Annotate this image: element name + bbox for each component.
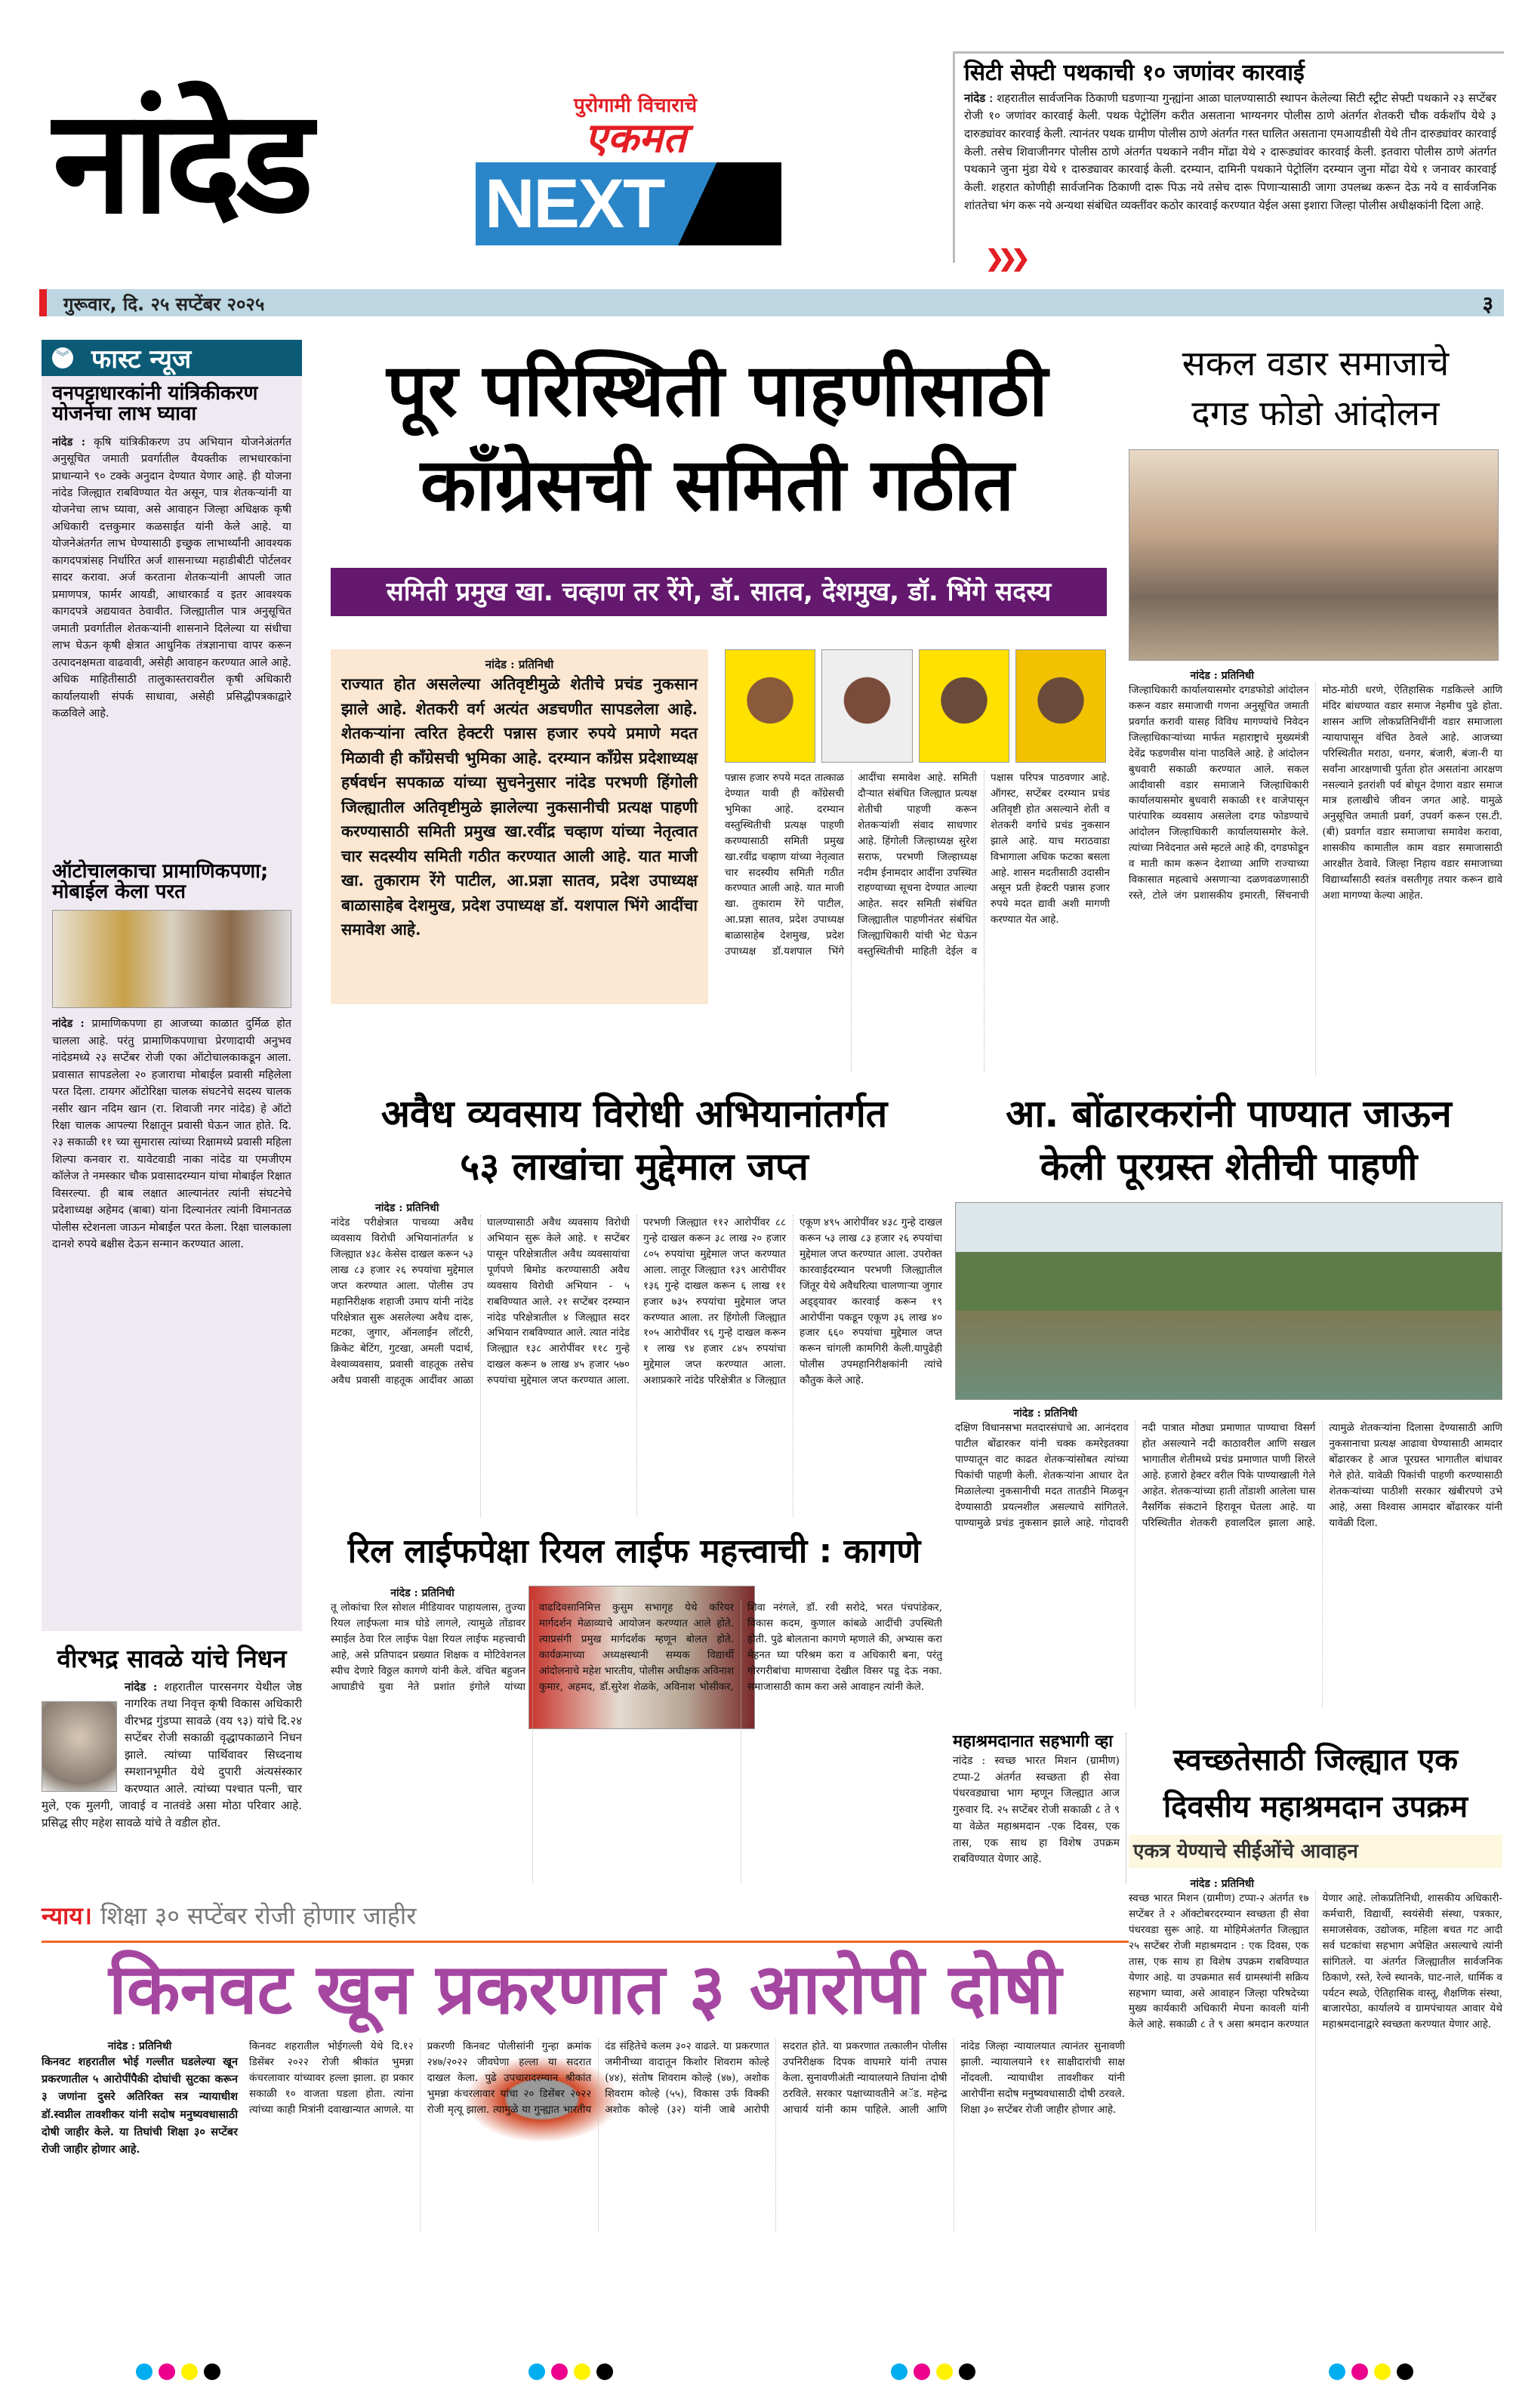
headline-line: केली पूरग्रस्त शेतीची पाहणी xyxy=(1040,1145,1418,1189)
city-safety-article xyxy=(953,51,1504,272)
lead-intro: किनवट शहरातील भोई गल्लीत घडलेल्या खून प्रकरणातील ५ आरोपींपैकी दोघांची सुटका करून ३ जणांना दुसरे अतिरिक्त सत्र न्यायाधीश डॉ.स्वप्नील तावशीकर यांनी सदोष मनुष्यवधासाठी दोषी जाहीर केले. या तिघांची शिक्षा ३० सप्टेंबर रोजी जाहीर होणार आहे. xyxy=(42,2055,238,2156)
byline: नांदेड : प्रतिनिधी xyxy=(1190,1878,1254,1890)
article-body: शहरातील सार्वजनिक ठिकाणी घडणाऱ्या गुन्ह्यांना आळा घालण्यासाठी स्थापन केलेल्या सिटी स्ट्रीट सेफ्टी पथकाने २३ सप्टेंबर रोजी १० जणांवर कारवाई केली. पथक पेट्रोलिंग करीत असताना भाग्यनगर पोलीस ठाणे अंतर्गत शेतकरी चौक वर्कशॉप येथे ३ दारुड्यांवर कारवाई केली. त्यानंतर पथक ग्रामीण पोलीस ठाणे अंतर्गत गस्त घालित असताना एमआयडीसी येथे तीन दारुड्यांवर कारवाई केली. तसेच शिवाजीनगर पोलीस ठाणे अंतर्गत पथकाने नवीन मोंढा येथे २ दारूड्यांवर कारवाई केली. इतवारा पोलीस ठाणे अंतर्गत पथकाने जुना मुंडा येथे १ दारुड्यावर कारवाई केली. दरम्यान, दामिनी पथकाने पेट्रोलिंग दरम्यान जुना मोंढा येथे १ जनावर कारवाई केली. शहरात कोणीही सार्वजनिक ठिकाणी दारू पिऊ नये तसेच दारू पिणाऱ्यासाठी जागा उपलब्ध करून देऊ नये व सार्वजनिक शांततेचा भंग करू नये अन्यथा संबंधित व्यक्तींवर कठोर कारवाई करण्यात येईल असा इशारा जिल्हा पोलीस अधीक्षकांनी दिला आहे. xyxy=(964,91,1496,212)
portrait-photo xyxy=(1015,649,1106,763)
swachhata-article xyxy=(1129,1876,1502,2231)
masthead xyxy=(53,72,793,253)
portrait-photo xyxy=(42,1701,117,1792)
protest-photo xyxy=(1129,449,1499,661)
bondharkar-headline xyxy=(951,1087,1506,1193)
byline: नांदेड : प्रतिनिधी xyxy=(1013,1407,1077,1420)
reel-article xyxy=(331,1586,942,1884)
nyay-strap xyxy=(42,1899,416,1932)
page-number: ३ xyxy=(1482,291,1493,316)
headline-line: आ. बोंढारकरांनी पाण्यात जाऊन xyxy=(1006,1092,1452,1136)
byline: नांदेड : प्रतिनिधी xyxy=(485,658,554,671)
article-body: स्वच्छ भारत मिशन (ग्रामीण) टप्पा-२ अंतर्गत १७ सप्टेंबर ते २ ऑक्टोबरदरम्यान स्वच्छता ही सेवा पंधरवडा सुरू आहे. या मोहिमेअंतर्गत जिल्ह्यात २५ सप्टेंबर रोजी महाश्रमदान : एक दिवस, एक तास, एक साथ हा विशेष उपक्रम राबविण्यात येणार आहे. या उपक्रमात सर्व ग्रामस्थांनी सक्रिय सहभाग घ्यावा, असे आवाहन जिल्हा परिषदेच्या मुख्य कार्यकारी अधिकारी मेघना कावली यांनी केले आहे. सकाळी ८ ते ९ असा श्रमदान करण्यात येणार आहे. लोकप्रतिनिधी, शासकीय अधिकारी-कर्मचारी, विद्यार्थी, स्वयंसेवी संस्था, पत्रकार, समाजसेवक, उद्योजक, महिला बचत गट आदी सर्व घटकांचा सहभाग अपेक्षित असल्याचे त्यांनी सांगितले. या अंतर्गत जिल्ह्यातील सार्वजनिक ठिकाणे, रस्ते, रेल्वे स्थानके, घाट-नाले, धार्मिक व पर्यटन स्थळे, ऐतिहासिक वास्तू, शैक्षणिक संस्था, बाजारपेठा, कार्यालये व ग्रामपंचायत आवार येथे महाश्रमदानाद्वारे स्वच्छता करण्यात येणार आहे. xyxy=(1129,1892,1502,2031)
story-body: कृषि यांत्रिकीकरण उप अभियान योजनेअंतर्गत अनुसूचित जमाती प्रवर्गातील वैयक्तीक लाभधारकांना प्राधान्याने ९० टक्के अनुदान देण्यात येणार आहे. ही योजना नांदेड जिल्ह्यात राबविण्यात येत असून, पात्र शेतकऱ्यांनी या योजनेचा लाभ घ्यावा, असे आवाहन जिल्हा अधिक्षक कृषी अधिकारी दत्तकुमार कळसाईत यांनी केले आहे. या योजनेअंतर्गत लाभ घेण्यासाठी इच्छुक लाभार्थ्यांनी आवश्यक कागदपत्रांसह निर्धारित अर्ज शासनाच्या महाडीबीटी पोर्टलवर सादर करावा. अर्ज करताना शेतकऱ्यांनी आपली जात प्रमाणपत्र, फार्मर आयडी, आधारकार्ड व इतर आवश्यक कागदपत्रे अद्ययावत ठेवावीत. जिल्ह्यातील पात्र अनुसूचित जमाती प्रवर्गातील शेतकऱ्यांनी शासनाने दिलेल्या या संधीचा लाभ घेऊन कृषी क्षेत्रात आधुनिक तंत्रज्ञानाचा वापर करून उत्पादनक्षमता वाढवावी, असेही आवाहन करण्यात आले आहे. अधिक माहितीसाठी तालुकास्तरावरील कृषी अधिकारी कार्यालयाशी संपर्क साधावा, असेही प्रसिद्धीपत्रकाद्वारे कळविले आहे. xyxy=(52,436,291,720)
chevron-down-icon: ︾ xyxy=(52,347,73,368)
headline-line: पूर परिस्थिती पाहणीसाठी xyxy=(387,348,1048,433)
article-body: जिल्हाधिकारी कार्यालयासमोर दगडफोडो आंदोलन करून वडार समाजाची गणना अनुसूचित जमाती प्रवर्गात करावी यासह विविध मागण्यांचे निवेदन जिल्हाधिकाऱ्यांच्या मार्फत महाराष्ट्राचे मुख्यमंत्री देवेंद्र फडणवीस यांना पाठविले आहे. हे आंदोलन बुधवारी सकाळी करण्यात आले. सकल आदीवासी वडार समाजाने जिल्हाधिकारी कार्यालयासमोर बुधवारी सकाळी ११ वाजेपासून पारंपारिक व्यवसाय असलेला दगड फोडण्याचे आंदोलन जिल्हाधिकारी कार्यालयासमोर केले. त्यांच्या निवेदनात असे म्हटले आहे की, दगडफोडून व माती काम करून देशाच्या आणि राज्याच्या विकासात महत्वाचे असणाऱ्या दळणवळणासाठी रस्ते, टोले जंग प्रशासकीय इमारती, सिंचनाची मोठ-मोठी धरणे, ऐतिहासिक गडकिल्ले आणि मंदिर बांधण्यात वडार समाज नेहमीच पुढे होता. शासन आणि लोकप्रतिनिधींनी वडार समाजाला न्यायापासून वंचित ठेवले आहे. आजच्या परिस्थितीत मराठा, धनगर, बंजारी, बंजा-री या सर्वांना आरक्षणाची पुर्तता होत असतांना आरक्षण नसल्याने इतरांशी पर्व बोधून देणारा वडार समाज मात्र हलाखीचे जीवन जगत आहे. यामुळे अनुसूचित जमाती प्रवर्ग, उपवर्ग करून एस.टी.(बी) प्रवर्गात वडार समाजाचा समावेश करावा, शासकीय कामातील काम वडार समाजासाठी आरक्षीत ठेवावे. जिल्हा निहाय वडार समाजाच्या विद्यार्थ्यांसाठी स्वतंत्र वसतीगृह तयार करून द्यावे अशा मागण्या केल्या आहेत. xyxy=(1129,684,1502,902)
article-body: दक्षिण विधानसभा मतदारसंघाचे आ. आनंदराव पाटील बोंढारकर यांनी चक्क कमरेइतक्या पाण्यातून वाट काढत शेतकऱ्यांसोबत त्यांच्या पिकांची पाहणी केली. शेतकऱ्यांना आधार देत मिळालेल्या नुकसानीची मदत तातडीने मिळवून देण्यासाठी प्रयत्नशील असल्याचे सांगितले. पाण्यामुळे प्रचंड नुकसान झाले आहे. गोदावरी नदी पात्रात मोठ्या प्रमाणात पाण्याचा विसर्ग होत असल्याने नदी काठावरील आणि सखल भागातील शेतीमध्ये प्रचंड प्रमाणात पाणी शिरले आहे. हजारो हेक्टर वरील पिके पाण्याखाली गेले आहेत. शेतकऱ्यांच्या हाती तोंडाशी आलेला घास नैसर्गिक संकटाने हिरावून घेतला आहे. या परिस्थितीत शेतकरी हवालदिल झाला आहे. त्यामुळे शेतकऱ्यांना दिलासा देण्यासाठी आणि नुकसानाचा प्रत्यक्ष आढावा घेण्यासाठी आमदार बोंढारकर हे आज पूरग्रस्त भागातील बांधावर गेले होते. यावेळी पिकांची पाहणी करण्यासाठी शेतकऱ्यांच्या पाठीशी सरकार खंबीरपणे उभे आहे, असा विश्वास आमदार बोंढारकर यांनी यावेळी दिला. xyxy=(955,1422,1502,1529)
article-body: स्वच्छ भारत मिशन (ग्रामीण) टप्पा-2 अंतर्गत स्वच्छता ही सेवा पंधरवड्याचा भाग म्हणून जिल्ह्यात आज गुरुवार दि. २५ सप्टेंबर रोजी सकाळी ८ ते ९ या वेळेत महाश्रमदान -एक दिवस, एक तास, एक साथ हा विशेष उपक्रम राबविण्यात येणार आहे. xyxy=(953,1755,1120,1866)
vadar-article xyxy=(1129,668,1502,1076)
portrait-photo xyxy=(725,649,815,763)
story-body: प्रामाणिकपणा हा आजच्या काळात दुर्मिळ होत चालला आहे. परंतु प्रामाणिकपणाचा प्रेरणादायी अनुभव नांदेडमध्ये २३ सप्टेंबर रोजी एका ऑटोचालकाकडून आला. प्रवासात सापडलेला २० हजाराचा मोबाईल प्रवासी महिलेला परत दिला. टायगर ऑटोरिक्षा चालक संघटनेचे सदस्य चालक नसीर खान नदिम खान (रा. शिवाजी नगर नांदेड) हे ऑटो रिक्षा चालक आपल्या रिक्षातून प्रवासी घेऊन जात होते. दि. २३ सकाळी ११ च्या सुमारास त्यांच्या रिक्षामध्ये प्रवासी महिला शिल्पा कनवार रा. यावेटवाडी नाका नांदेड या एमजीएम कॉलेज ते नमस्कार चौक प्रवासादरम्यान यांचा मोबाईल रिक्षात विसरल्या. ही बाब लक्षात आल्यानंतर त्यांनी संघटनेचे प्रदेशाध्यक्ष अहेमद (बाबा) यांना दिल्यानंतर त्यांनी विमानतळ पोलीस स्टेशनला जाऊन मोबाईल परत केला. रिक्षा चालकाला दानशे रुपये बक्षीस देऊन सन्मान करण्यात आला. xyxy=(52,1018,291,1251)
article-body: शहरातील पारसनगर येथील जेष्ठ नागरिक तथा निवृत्त कृषी विकास अधिकारी वीरभद्र गुंडप्पा सावळे (वय ९३) यांचे दि.२४ सप्टेंबर रोजी सकाळी वृद्धापकाळाने निधन झाले. त्यांच्या पार्थिवावर सिध्दनाथ स्मशानभूमीत येथे दुपारी अंत्यसंस्कार करण्यात आले. त्यांच्या पश्चात पत्नी, चार मुले, एक मुलगी, जावाई व नातवंडे असा मोठा परिवार आहे. प्रसिद्ध सीए महेश सावळे यांचे ते वडील होत. xyxy=(42,1679,302,1830)
fast-news-header xyxy=(42,340,302,376)
portrait-photo xyxy=(821,649,912,763)
lead-body: पन्नास हजार रुपये मदत तात्काळ देण्यात यावी ही काँग्रेसची भुमिका आहे. दरम्यान वस्तुस्थितीची प्रत्यक्ष पाहणी करण्यासाठी समिती प्रमुख खा.रवींद्र चव्हाण यांच्या नेतृत्वात चार सदस्यीय समिती गठीत करण्यात आली आहे. यात माजी खा. तुकाराम रेंगे पाटील, आ.प्रज्ञा सातव, प्रदेश उपाध्यक्ष बाळासाहेब देशमुख, प्रदेश उपाध्यक्ष डॉ.यशपाल भिंगे आदींचा समावेश आहे. समिती दौऱ्यात संबंधित जिल्ह्यात प्रत्यक्ष शेतीची पाहणी करून शेतकऱ्यांशी संवाद साधणार आहे. हिंगोली जिल्हाध्यक्ष सुरेश सराफ, परभणी जिल्हाध्यक्ष नदीम ईनामदार आदींना उपस्थित राहण्याच्या सूचना देण्यात आल्या आहेत. सदर समिती संबंधित जिल्ह्यातील पाहणीनंतर संबंधित जिल्ह्याधिकारी यांची भेट घेऊन वस्तुस्थितीची माहिती देईल व पक्षास परिपत्र पाठवणार आहे. ऑगस्ट, सप्टेंबर दरम्यान प्रचंड अतिवृष्टी होत असल्याने शेती व शेतकरी वर्गाचे प्रचंड नुकसान झाले आहे. याच मराठवाडा विभागाला अधिक फटका बसला आहे. शासन मदतीसाठी उदासीन असून प्रती हेक्टरी पन्नास हजार रुपये मदत द्यावी अशी मागणी करण्यात येत आहे. xyxy=(725,772,1110,958)
article-body: तू लोकांचा रिल सोशल मीडियावर पाहायलास, तुज्या रियल लाईफला मात्र घोडे लागले, त्यामुळे तोंडावर स्माईल ठेवा रिल लाईफ पेक्षा रियल लाईफ महत्त्वाची आहे, असे प्रतिपादन प्रख्यात शिक्षक व मोटिवेशनल स्पीच देणारे विठ्ठल कागणे यांनी केले. वंचित बहुजन आघाडीचे युवा नेते प्रशांत इंगोले यांच्या वाढदिवसानिमित्त कुसुम सभागृह येथे करियर मार्गदर्शन मेळाव्याचे आयोजन करण्यात आले होते. त्याप्रसंगी प्रमुख मार्गदर्शक म्हणून बोलत होते. कार्यक्रमाच्या अध्यक्षस्थानी सम्यक विद्यार्थी आंदोलनाचे महेश भारतीय, पोलीस अधीक्षक अविनाश कुमार, अहमद, डॉ.सुरेश शेळके, अविनाश भोसीकर, शिवा नरंगले, डॉ. रवी सरोदे, भरत पंचपांडेकर, विकास कदम, कुणाल कांबळे आदींची उपस्थिती होती. पुढे बोलताना कागणे म्हणाले की, अभ्यास करा मेहनत घ्या परिश्रम करा व अधिकारी बना, परंतु गोरगरीबांचा माणसाचा देखील विसर पडू देऊ नका. समाजासाठी काम करा असे आवाहन त्यांनी केले. xyxy=(331,1602,942,1693)
headline-line: काँग्रेसची समिती गठीत xyxy=(420,442,1015,527)
registration-marks xyxy=(0,2363,1516,2386)
fast-news-label: फास्ट न्यूज xyxy=(91,344,192,375)
story-headline: वनपट्टाधारकांनी यांत्रिकीकरण योजनेचा लाभ घ्यावा xyxy=(52,382,258,426)
strapline: शिक्षा ३० सप्टेंबर रोजी होणार जाहीर xyxy=(100,1901,417,1930)
fast-news-column xyxy=(42,340,302,1631)
byline: नांदेड : प्रतिनिधी xyxy=(1190,670,1254,682)
kinwat-headline: किनवट खून प्रकरणात ३ आरोपी दोषी xyxy=(108,1949,1062,2030)
headline-line: दिवसीय महाश्रमदान उपक्रम xyxy=(1163,1790,1468,1824)
headline-line: स्वच्छतेसाठी जिल्ह्यात एक xyxy=(1173,1743,1458,1777)
divider xyxy=(42,1941,1129,1943)
headline: वीरभद्र सावळे यांचे निधन xyxy=(57,1644,287,1673)
swachhata-subhead: एकत्र येण्याचे सीईओंचे आवाहन xyxy=(1129,1835,1502,1868)
lead-intro: राज्यात होत असलेल्या अतिवृष्टीमुळे शेतीचे प्रचंड नुकसान झाले आहे. शेतकरी वर्ग अत्यंत अडचणीत सापडलेला आहे. शेतकऱ्यांना त्वरित हेक्टरी पन्नास हजार रुपये प्रमाणे मदत मिळावी ही काँग्रेसची भुमिका आहे. दरम्यान काँग्रेस प्रदेशाध्यक्ष हर्षवर्धन सपकाळ यांच्या सुचनेनुसार नांदेड परभणी हिंगोली जिल्ह्यातील अतिवृष्टीमुळे झालेल्या नुकसानीची प्रत्यक्ष पाहणी करण्यासाठी समिती प्रमुख खा.रवींद्र चव्हाण यांच्या नेतृत्वात चार सदस्यीय समिती गठीत करण्यात आली आहे. यात माजी खा. तुकाराम रेंगे पाटील, आ.प्रज्ञा सातव, प्रदेश उपाध्यक्ष बाळासाहेब देशमुख, प्रदेश उपाध्यक्ष डॉ. यशपाल भिंगे आदींचा समावेश आहे. xyxy=(341,674,698,939)
dateline-place: नांदेड : xyxy=(125,1679,158,1694)
lead-subhead: समिती प्रमुख खा. चव्हाण तर रेंगे, डॉ. सातव, देशमुख, डॉ. भिंगे सदस्य xyxy=(331,568,1107,616)
dateline-place: नांदेड : xyxy=(52,435,86,449)
headline-line: ५३ लाखांचा मुद्देमाल जप्त xyxy=(460,1145,809,1189)
committee-portraits xyxy=(725,649,1106,763)
headline: सिटी सेफ्टी पथकाची १० जणांवर कारवाई xyxy=(964,60,1305,86)
dateline-place: नांदेड : xyxy=(953,1755,986,1768)
avaidh-article xyxy=(331,1201,942,1518)
ekmat-logo xyxy=(574,91,698,162)
next-logo: NEXT xyxy=(476,162,781,245)
vadar-headline xyxy=(1125,338,1506,438)
section-tag: न्याय। xyxy=(42,1901,92,1930)
bondharkar-article xyxy=(955,1406,1502,1708)
story-headline: ऑटोचालकाचा प्रामाणिकपणा; मोबाईल केला परत xyxy=(52,859,269,903)
headline-line: दगड फोडो आंदोलन xyxy=(1191,393,1440,433)
date-bar xyxy=(39,289,1504,316)
kinwat-intro xyxy=(42,2039,238,2228)
headline-line: सकल वडार समाजाचे xyxy=(1182,343,1450,384)
byline: नांदेड : प्रतिनिधी xyxy=(375,1202,439,1214)
avaidh-headline xyxy=(325,1087,944,1193)
flood-inspection-photo xyxy=(955,1202,1502,1400)
brand-tagline: पुरोगामी विचाराचे xyxy=(574,94,698,117)
article-body: नांदेड परीक्षेत्रात पाचव्या अवैध व्यवसाय विरोधी अभियानांतर्गत ४ जिल्ह्यात ४३८ केसेस दाखल करून ५३ लाख ८३ हजार २६ रुपयांचा मुद्देमाल जप्त करण्यात आला. पोलीस उप महानिरीक्षक शहाजी उमाप यांनी नांदेड परिक्षेत्रात सुरू असलेल्या अवैध दारू, मटका, जुगार, ऑनलाईन लॉटरी, क्रिकेट बेटिंग, गुटखा, अमली पदार्थ, वेश्याव्यवसाय, प्रवासी वाहतूक तसेच अवैध प्रवासी वाहतूक आदींवर आळा घालण्यासाठी अवैध व्यवसाय विरोधी अभियान सुरू केले आहे. १ सप्टेंबर पासून परिक्षेत्रातील अवैध व्यवसायांचा पूर्णपणे बिमोड करण्यासाठी अवैध व्यवसाय विरोधी अभियान - ५ राबविण्यात आले. २१ सप्टेंबर दरम्यान नांदेड परिक्षेत्रातील ४ जिल्ह्यात सदर अभियान राबविण्यात आले. त्यात नांदेड जिल्ह्यात १३८ आरोपींवर ११८ गुन्हे दाखल करून ७ लाख ४५ हजार ५७० रुपयांचा मुद्देमाल जप्त करण्यात आला. परभणी जिल्ह्यात ११२ आरोपींवर ८८ गुन्हे दाखल करून ३८ लाख २० हजार ८०५ रुपयांचा मुद्देमाल जप्त करण्यात आला. लातूर जिल्ह्यात १३९ आरोपींवर १३६ गुन्हे दाखल करून ६ लाख ११ हजार ७३५ रुपयांचा मुद्देमाल जप्त करण्यात आला. तर हिंगोली जिल्ह्यात १०५ आरोपींवर ९६ गुन्हे दाखल करून १ लाख ९४ हजार ८४५ रुपयांचा मुद्देमाल जप्त करण्यात आला. अशाप्रकारे नांदेड परिक्षेत्रीत ४ जिल्ह्यात एकूण ४९५ आरोपींवर ४३८ गुन्हे दाखल करून ५३ लाख ८३ हजार २६ रुपयांचा मुद्देमाल जप्त करण्यात आला. उपरोक्त कारवाईदरम्यान परभणी जिल्ह्यातील जिंतूर येथे अवैधरित्या चालणाऱ्या जुगार अड्ड्यावर कारवाई करून १९ आरोपींना पकडून एकूण ३६ लाख ४० हजार ६६० रुपयांचा मुद्देमाल जप्त करून चांगली कामगिरी केली.यापुढेही पोलीस उपमहानिरीक्षकांनी त्यांचे कौतुक केले आहे. xyxy=(331,1216,942,1387)
headline: महाश्रमदानात सहभागी व्हा xyxy=(953,1732,1113,1751)
mahashramdan-brief xyxy=(953,1733,1126,1884)
lead-intro-box xyxy=(331,649,708,1004)
auto-driver-photo xyxy=(52,910,291,1008)
portrait-photo xyxy=(919,649,1009,763)
kinwat-body: किनवट शहरातील भोईगल्ली येथे दि.१२ डिसेंबर २०२२ रोजी श्रीकांत भुमन्ना कंचरलावार यांच्यावर हल्ला झाला. हा प्रकार सकाळी १० वाजता घडला होता. त्यांना त्यांच्या काही मित्रांनी दवाखान्यात आणले. या प्रकरणी किनवट पोलीसांनी गुन्हा क्रमांक २४७/२०२२ जीवघेणा हल्ला या सदरात दाखल केला. पुढे उपचारादरम्यान श्रीकांत भुमन्ना कंचरलावार यांचा २० डिसेंबर २०२२ रोजी मृत्यू झाला. त्यामुळे या गुन्ह्यात भारतीय दंड संहितेचे कलम ३०२ वाढले. या प्रकरणात जमीनीच्या वादातून किशोर शिवराम कोल्हे (४४), संतोष शिवराम कोल्हे (४७), अशोक शिवराम कोल्हे (५५), विकास उर्फ विक्की अशोक कोल्हे (३२) यांनी जाबे आरोपी सदरात होते. या प्रकरणात तत्कालीन पोलीस उपनिरीक्षक दिपक वाघमारे यांनी तपास केला. सुनावणीअंती न्यायालयाने तिघांना दोषी ठरविले. सरकार पक्षाच्यावतीने अॅड. महेन्द्र आचार्य यांनी काम पाहिले. आली आणि नांदेड जिल्हा न्यायालयात त्यानंतर सुनावणी झाली. न्यायालयाने ११ साक्षीदारांची साक्ष नोंदवली. न्यायाधीश तावशीकर यांनी आरोपींना सदोष मनुष्यवधासाठी दोषी ठरवले. शिक्षा ३० सप्टेंबर रोजी जाहीर होणार आहे. xyxy=(249,2040,1125,2116)
masthead-title: नांदेड xyxy=(53,79,310,245)
arrows-decoration: ❯❯❯ xyxy=(985,245,1025,272)
dateline-place: नांदेड : xyxy=(52,1017,85,1031)
byline: नांदेड : प्रतिनिधी xyxy=(390,1587,454,1599)
headline-line: अवैध व्यवसाय विरोधी अभियानांतर्गत xyxy=(381,1092,888,1136)
issue-date: गुरूवार, दि. २५ सप्टेंबर २०२५ xyxy=(63,294,265,315)
dateline-place: नांदेड : xyxy=(964,91,994,105)
reel-headline: रिल लाईफपेक्षा रियल लाईफ महत्त्वाची : कागणे xyxy=(347,1532,921,1571)
lead-headline xyxy=(325,344,1110,532)
swachhata-headline xyxy=(1129,1737,1502,1830)
byline: नांदेड : प्रतिनिधी xyxy=(107,2040,172,2052)
obituary-article xyxy=(42,1646,302,1880)
brand-name: एकमत xyxy=(584,114,686,162)
